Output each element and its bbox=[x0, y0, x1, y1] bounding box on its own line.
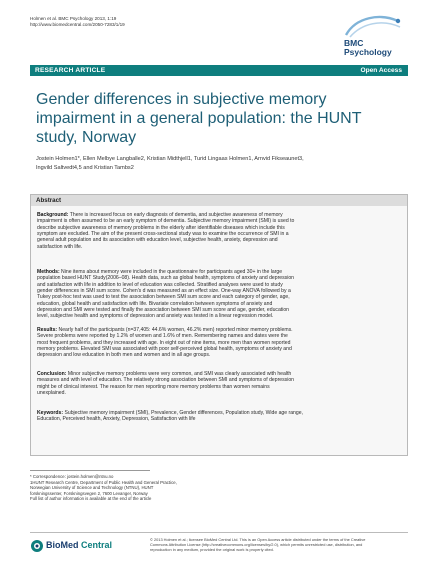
abstract-line: level, subjective health and symptoms of depression and anxiety was tested in a linear regression model. bbox=[37, 313, 274, 320]
abstract-line: Minor subjective memory problems were very common, and SMI was clearly associated with health bbox=[66, 371, 292, 377]
license-text bbox=[150, 537, 408, 552]
article-title-line: impairment in a general population: the HUNT bbox=[36, 110, 362, 127]
journal-logo-line2: Psychology bbox=[344, 47, 392, 57]
citation-url[interactable]: http://www.biomedcentral.com/2050-7283/1/19 bbox=[30, 22, 125, 27]
license-line: © 2013 Holmen et al.; licensee BioMed Central Ltd. This is an Open Access article distributed under the terms of the Creative bbox=[150, 537, 366, 542]
abstract-methods bbox=[37, 269, 403, 320]
abstract-line: memory problems. Elevated SMI was associated with poor self-perceived global health, symptoms of anxiety and bbox=[37, 346, 292, 353]
article-title bbox=[36, 90, 396, 147]
journal-logo-swoosh-icon bbox=[336, 13, 408, 39]
correspondence-line[interactable]: * Correspondence: jostein.holmen@ntnu.no bbox=[30, 474, 114, 479]
abstract-background bbox=[37, 212, 403, 250]
abstract-line: Severe problems were reported by 1.2% of women and 1.6% of men. Remembering names and dates were the bbox=[37, 333, 288, 340]
section-label: Methods: bbox=[37, 269, 60, 275]
section-label: Conclusion: bbox=[37, 371, 67, 377]
citation-header bbox=[30, 16, 125, 28]
footer-divider bbox=[30, 532, 408, 533]
article-type-label: RESEARCH ARTICLE bbox=[35, 67, 106, 74]
footnote-line: Norwegian University of Science and Technology (NTNU), HUNT bbox=[30, 485, 154, 491]
section-label: Keywords: bbox=[37, 410, 64, 416]
abstract-line: Education, Perceived health, Anxiety, Depression, Satisfaction with life bbox=[37, 416, 196, 423]
author-list bbox=[36, 155, 406, 173]
article-type-banner bbox=[30, 65, 408, 76]
abstract-results bbox=[37, 327, 403, 359]
abstract-box bbox=[30, 194, 408, 456]
abstract-line: depression and SMI were tested and finally the association between SMI sum score and age, gender, education bbox=[37, 307, 290, 314]
abstract-line: depression and low education in both men and women and in all age groups. bbox=[37, 352, 211, 359]
footnotes bbox=[30, 474, 280, 502]
citation-line: Holmen et al. BMC Psychology 2013, 1:19 bbox=[30, 16, 117, 21]
abstract-line: and satisfaction with life in addition to level of education was collected. Stratified analyses were used to study bbox=[37, 281, 283, 288]
article-title-line: Gender differences in subjective memory bbox=[36, 91, 327, 108]
author-line: Ingvild Saltvedt4,5 and Kristian Tambs2 bbox=[36, 165, 134, 171]
abstract-line: education, global health and satisfaction with life. Bivariate correlation between symptoms of anxiety and bbox=[37, 300, 273, 307]
abstract-line: Nine items about memory were included in the questionnaire for participants aged 30+ in the large bbox=[59, 269, 283, 275]
abstract-conclusion bbox=[37, 371, 403, 396]
abstract-line: Nearly half of the participants (n=37,405: 44.6% women, 46.2% men) reported minor memory problems. bbox=[57, 327, 293, 333]
abstract-line: describe subjective awareness of memory problems in the elderly after identifiable diseases which include this bbox=[37, 224, 285, 231]
publisher-name-part1: BioMed bbox=[46, 540, 79, 550]
author-line: Jostein Holmen1*, Ellen Melbye Langballe2, Kristian Midthjell1, Turid Lingaas Holmen1, Arnvid Fikseaunet3, bbox=[36, 156, 304, 162]
abstract-line: might be of clinical interest. The reason for men reporting more memory problems than women remains bbox=[37, 383, 270, 390]
publisher-name-part2: Central bbox=[78, 540, 113, 550]
abstract-line: Tukey post-hoc test was used to test the association between SMI sum score and each category of gender, age, bbox=[37, 294, 290, 301]
footnote-divider bbox=[30, 470, 150, 471]
open-access-label: Open Access bbox=[360, 67, 402, 74]
abstract-line: gender differences in SMI sum score. Cohen's d was measured as an effect size. One-way ANOVA followed by a bbox=[37, 288, 291, 295]
abstract-line: There is increased focus on early diagnosis of dementia, and subjective awareness of memory bbox=[68, 212, 283, 218]
footnote-line: Full list of author information is available at the end of the article bbox=[30, 496, 152, 502]
section-label: Results: bbox=[37, 327, 58, 333]
footnote-line: forskningssenter, Forskningsvegen 2, 7600 Levanger, Norway bbox=[30, 490, 148, 496]
abstract-keywords bbox=[37, 410, 403, 423]
article-title-line: study, Norway bbox=[36, 129, 137, 146]
section-label: Background: bbox=[37, 212, 69, 218]
abstract-line: symptom are excluded. The aim of the present cross-sectional study was to examine the occurrence of SMI in a bbox=[37, 231, 289, 238]
publisher-logo-icon bbox=[30, 539, 44, 553]
abstract-line: population based HUNT Study(2006–08). Health data, such as global health, symptoms of anxiety and depression bbox=[37, 275, 295, 282]
journal-logo bbox=[336, 13, 408, 63]
abstract-line: satisfaction with life. bbox=[37, 243, 83, 250]
license-line: Commons Attribution License (http://creativecommons.org/licenses/by/2.0), which permits unrestricted use, distribution, and bbox=[150, 542, 363, 547]
abstract-line: unexplained. bbox=[37, 390, 66, 397]
journal-logo-line1: BMC bbox=[344, 38, 364, 48]
abstract-line: most frequent problems, and they increased with age. In eight out of nine items, more men than women reported bbox=[37, 339, 291, 346]
abstract-line: impairment is often assumed to be an early symptom of dementia. Subjective memory impairment (SMI) is used to bbox=[37, 218, 295, 225]
footnote-line: 1HUNT Research Centre, Department of Public Health and General Practice, bbox=[30, 479, 177, 485]
license-line: reproduction in any medium, provided the original work is properly cited. bbox=[150, 547, 274, 552]
abstract-line: general adult population and its association with education level, subjective health, anxiety, depression and bbox=[37, 237, 278, 244]
abstract-line: measures and with level of education. The relatively strong association between SMI and symptoms of depression bbox=[37, 377, 294, 384]
abstract-heading: Abstract bbox=[31, 195, 407, 206]
publisher-logo bbox=[30, 539, 130, 553]
abstract-line: Subjective memory impairment (SMI), Prevalence, Gender differences, Population study, Wide age range, bbox=[63, 410, 303, 416]
